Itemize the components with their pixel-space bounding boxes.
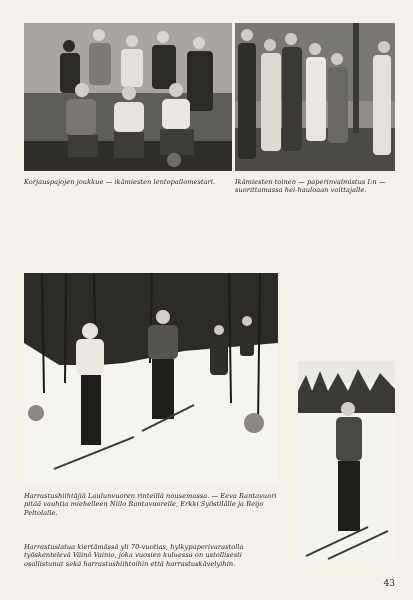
photo-volleyball-team xyxy=(24,23,232,171)
caption-ski-group: Harrastushiihtäjiä Laulunvuoren rinteillä nousemassa. — Eeva Rantavuori pitää vauhtia miehelleen Niilo Rantavuorelle, Erkki Syöstilälle ja Reijo Peltolalle. xyxy=(24,492,277,517)
photo-high-jump xyxy=(235,23,395,171)
caption-volleyball-team: Korjauspajojen joukkue — ikämiesten lentopallomestari. xyxy=(24,178,216,186)
caption-ski-solo: Harrastuslatua kiertämässä yli 70-vuotias, hylkypaperivarastolla työskentelevä Väinö Vainio, joka vuosien kuluessa on ustollisesti osallistunut sekä harrastushiihtoihin että harrastuskävelyihin. xyxy=(24,543,244,568)
photo-ski-group xyxy=(24,273,278,484)
caption-high-jump: Ikämiesten toinen — paperinvalmistus I:n — suorittamassa hei-hauloaan voittajalle. xyxy=(235,178,386,195)
page-number: 43 xyxy=(383,579,395,589)
photo-ski-solo xyxy=(298,361,395,566)
